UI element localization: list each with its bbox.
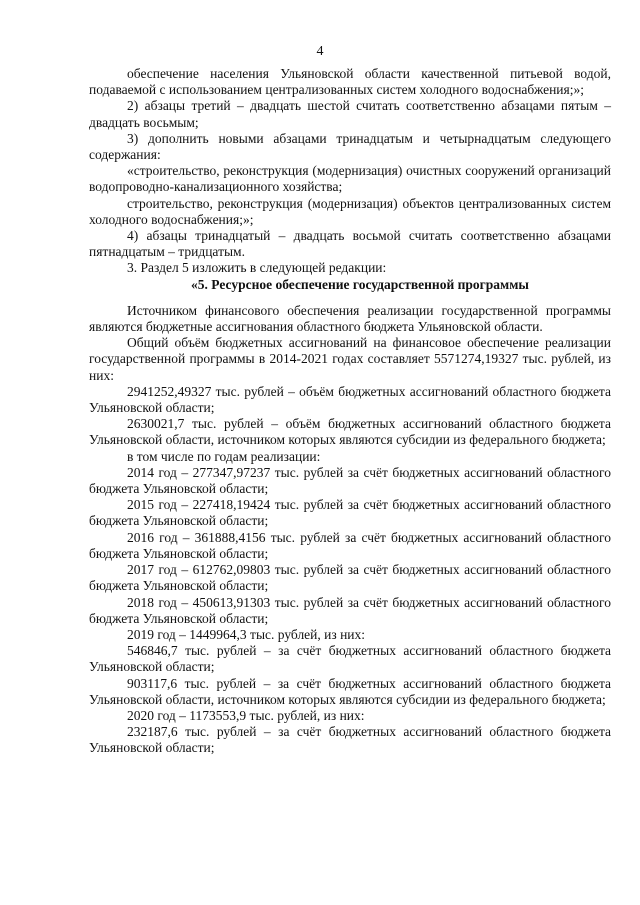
paragraph-item-3: 3) дополнить новыми абзацами тринадцатым и четырнадцатым следующего содержания: (89, 130, 611, 163)
page-number: 4 (316, 44, 324, 59)
paragraph-item-4: 4) абзацы тринадцатый – двадцать восьмой считать соответственно абзацами пятнадцатым – тридцатым. (89, 228, 611, 260)
paragraph-2019-federal: 903117,6 тыс. рублей – за счёт бюджетных ассигнований областного бюджета Ульяновской области, источником которых являются субсидии из федерального бюджета; (89, 675, 611, 707)
paragraph-total-volume: Общий объём бюджетных ассигнований на финансовое обеспечение реализации государственной программы в 2014-2021 годах составляет 5571274,19327 тыс. рублей, из них: (89, 335, 611, 383)
paragraph-2020-regional: 232187,6 тыс. рублей – за счёт бюджетных ассигнований областного бюджета Ульяновской области; (89, 724, 611, 756)
section-heading: «5. Ресурсное обеспечение государственной программы (191, 276, 529, 292)
paragraph-year-2018: 2018 год – 450613,91303 тыс. рублей за счёт бюджетных ассигнований областного бюджета Ульяновской области; (89, 594, 611, 626)
paragraph-water-supply: обеспечение населения Ульяновской области качественной питьевой водой, подаваемой с использованием централизованных систем холодного водоснабжения;»; (89, 66, 611, 98)
paragraph-item-2: 2) абзацы третий – двадцать шестой считать соответственно абзацами пятым – двадцать восьмым; (89, 98, 611, 130)
document-body (89, 66, 611, 757)
paragraph-year-2015: 2015 год – 227418,19424 тыс. рублей за счёт бюджетных ассигнований областного бюджета Ульяновской области; (89, 497, 611, 529)
paragraph-2019-regional: 546846,7 тыс. рублей – за счёт бюджетных ассигнований областного бюджета Ульяновской области; (89, 643, 611, 675)
paragraph-year-2014: 2014 год – 277347,97237 тыс. рублей за счёт бюджетных ассигнований областного бюджета Ульяновской области; (89, 464, 611, 497)
paragraph-funding-source: Источником финансового обеспечения реализации государственной программы являются бюджетные ассигнования областного бюджета Ульяновской области. (89, 302, 611, 335)
paragraph-quote-construction: «строительство, реконструкция (модернизация) очистных сооружений организаций водопроводно-канализационного хозяйства; (89, 163, 611, 195)
paragraph-year-2016: 2016 год – 361888,4156 тыс. рублей за счёт бюджетных ассигнований областного бюджета Ульяновской области; (89, 529, 611, 561)
paragraph-section-3: 3. Раздел 5 изложить в следующей редакции: (127, 260, 387, 276)
paragraph-regional-budget-total: 2941252,49327 тыс. рублей – объём бюджетных ассигнований областного бюджета Ульяновской области; (89, 383, 611, 416)
paragraph-year-2019: 2019 год – 1449964,3 тыс. рублей, из них: (127, 626, 366, 642)
paragraph-by-years: в том числе по годам реализации: (127, 448, 321, 464)
paragraph-year-2017: 2017 год – 612762,09803 тыс. рублей за счёт бюджетных ассигнований областного бюджета Ульяновской области; (89, 562, 611, 594)
paragraph-federal-subsidy-total: 2630021,7 тыс. рублей – объём бюджетных ассигнований областного бюджета Ульяновской области, источником которых являются субсидии из федерального бюджета; (89, 416, 611, 448)
paragraph-year-2020: 2020 год – 1173553,9 тыс. рублей, из них: (127, 707, 365, 723)
paragraph-quote-construction-2: строительство, реконструкция (модернизация) объектов централизованных систем холодного водоснабжения;»; (89, 195, 611, 227)
